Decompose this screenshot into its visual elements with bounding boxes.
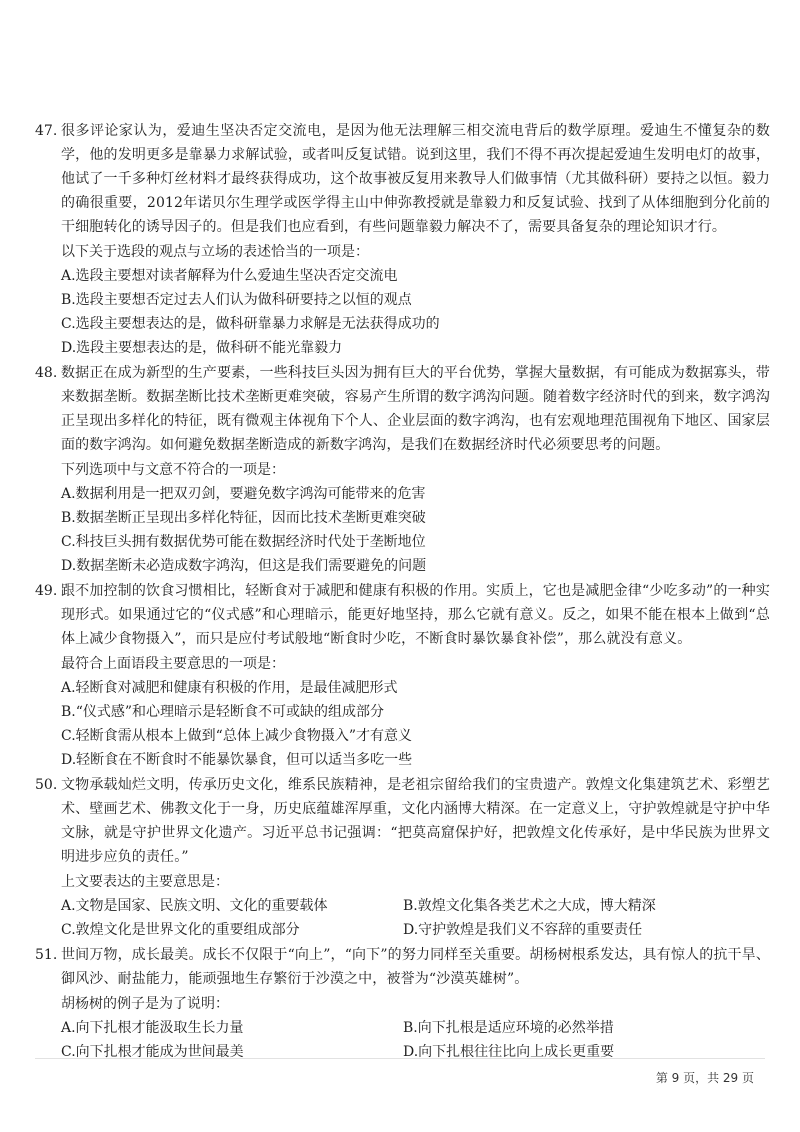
option-b[interactable]: B.“仪式感”和心理暗示是轻断食不可或缺的组成部分: [61, 704, 385, 720]
option-b[interactable]: B.敦煌文化集各类艺术之大成，博大精深: [403, 898, 656, 914]
question-number: 49.: [35, 583, 58, 599]
question-passage: 跟不加控制的饮食习惯相比，轻断食对于减肥和健康有积极的作用。实质上，它也是减肥金律“少吃多动”的一种实现形式。如果通过它的“仪式感”和心理暗示，能更好地坚持，那么它就有意义。反之，如果不能在根本上做到“总体上减少食物摄入”，而只是应付考试般地“断食时少吃，不断食时暴饮暴食补偿”，那么就没有意义。: [61, 583, 770, 647]
option-b[interactable]: B.选段主要想否定过去人们认为做科研要持之以恒的观点: [61, 292, 412, 308]
question-passage: 世间万物，成长最美。成长不仅限于“向上”，“向下”的努力同样至关重要。胡杨树根系发达，具有惊人的抗干旱、御风沙、耐盐能力，能顽强地生存繁衍于沙漠之中，被誉为“沙漠英雄树”。: [61, 947, 770, 987]
question-49: [35, 579, 770, 772]
question-prompt: 以下关于选段的观点与立场的表述恰当的一项是：: [61, 244, 369, 260]
question-51: [35, 943, 770, 1064]
option-c[interactable]: C.向下扎根才能成为世间最美: [61, 1044, 244, 1060]
question-prompt: 最符合上面语段主要意思的一项是：: [61, 656, 285, 672]
option-a[interactable]: A.文物是国家、民族文明、文化的重要载体: [61, 898, 328, 914]
question-passage: 数据正在成为新型的生产要素，一些科技巨头因为拥有巨大的平台优势，掌握大量数据，有可能成为数据寡头，带来数据垄断。数据垄断比技术垄断更难突破，容易产生所谓的数字鸿沟问题。随着数字经济时代的到来，数字鸿沟正呈现出多样化的特征，既有微观主体视角下个人、企业层面的数字鸿沟，也有宏观地理范围视角下地区、国家层面的数字鸿沟。如何避免数据垄断造成的新数字鸿沟，是我们在数据经济时代必须要思考的问题。: [61, 365, 770, 453]
answer-options: [61, 676, 770, 772]
option-d[interactable]: D.选段主要想表达的是，做科研不能光靠毅力: [61, 340, 343, 356]
answer-options: [61, 1016, 770, 1064]
question-passage: 文物承载灿烂文明，传承历史文化，维系民族精神，是老祖宗留给我们的宝贵遗产。敦煌文化集建筑艺术、彩塑艺术、壁画艺术、佛教文化于一身，历史底蕴雄浑厚重，文化内涵博大精深。在一定意义上，守护敦煌就是守护中华文脉，就是守护世界文化遗产。习近平总书记强调：“把莫高窟保护好，把敦煌文化传承好，是中华民族为世界文明进步应负的责任。”: [61, 777, 770, 865]
footer-divider: [35, 1058, 765, 1059]
option-c[interactable]: C.选段主要想表达的是，做科研靠暴力求解是无法获得成功的: [61, 316, 440, 332]
question-prompt: 下列选项中与文意不符合的一项是：: [61, 462, 285, 478]
option-a[interactable]: A.数据利用是一把双刃剑，要避免数字鸿沟可能带来的危害: [61, 486, 426, 502]
question-50: [35, 773, 770, 942]
question-number: 51.: [35, 947, 58, 963]
answer-options: [61, 894, 770, 942]
option-a[interactable]: A.向下扎根才能汲取生长力量: [61, 1020, 244, 1036]
question-47: [35, 119, 770, 360]
option-c[interactable]: C.轻断食需从根本上做到“总体上减少食物摄入”才有意义: [61, 728, 412, 744]
question-48: [35, 361, 770, 578]
question-list: [35, 119, 770, 1064]
question-number: 47.: [35, 123, 58, 139]
option-d[interactable]: D.守护敦煌是我们义不容辞的重要责任: [403, 922, 643, 938]
option-a[interactable]: A.轻断食对减肥和健康有积极的作用，是最佳减肥形式: [61, 680, 398, 696]
question-prompt: 上文要表达的主要意思是：: [61, 874, 229, 890]
question-passage: 很多评论家认为，爱迪生坚决否定交流电，是因为他无法理解三相交流电背后的数学原理。爱迪生不懂复杂的数学，他的发明更多是靠暴力求解试验，或者叫反复试错。说到这里，我们不得不再次提起爱迪生发明电灯的故事，他试了一千多种灯丝材料才最终获得成功，这个故事被反复用来教导人们做事情（尤其做科研）要持之以恒。毅力的确很重要，2012年诺贝尔生理学或医学得主山中伸弥教授就是靠毅力和反复试验、找到了从体细胞到分化前的干细胞转化的诱导因子的。但是我们也应看到，有些问题靠毅力解决不了，需要具备复杂的理论知识才行。: [61, 123, 770, 235]
question-prompt: 胡杨树的例子是为了说明：: [61, 996, 229, 1012]
answer-options: [61, 482, 770, 578]
answer-options: [61, 264, 770, 360]
question-number: 48.: [35, 365, 58, 381]
option-b[interactable]: B.数据垄断正呈现出多样化特征，因而比技术垄断更难突破: [61, 510, 426, 526]
option-c[interactable]: C.敦煌文化是世界文化的重要组成部分: [61, 922, 300, 938]
option-a[interactable]: A.选段主要想对读者解释为什么爱迪生坚决否定交流电: [61, 268, 398, 284]
option-d[interactable]: D.轻断食在不断食时不能暴饮暴食，但可以适当多吃一些: [61, 752, 413, 768]
option-d[interactable]: D.向下扎根往往比向上成长更重要: [403, 1044, 615, 1060]
option-b[interactable]: B.向下扎根是适应环境的必然举措: [403, 1020, 614, 1036]
question-number: 50.: [35, 777, 58, 793]
page-number: 第 9 页，共 29 页: [655, 1071, 754, 1085]
option-d[interactable]: D.数据垄断未必造成数字鸿沟，但这是我们需要避免的问题: [61, 558, 427, 574]
option-c[interactable]: C.科技巨头拥有数据优势可能在数据经济时代处于垄断地位: [61, 534, 426, 550]
